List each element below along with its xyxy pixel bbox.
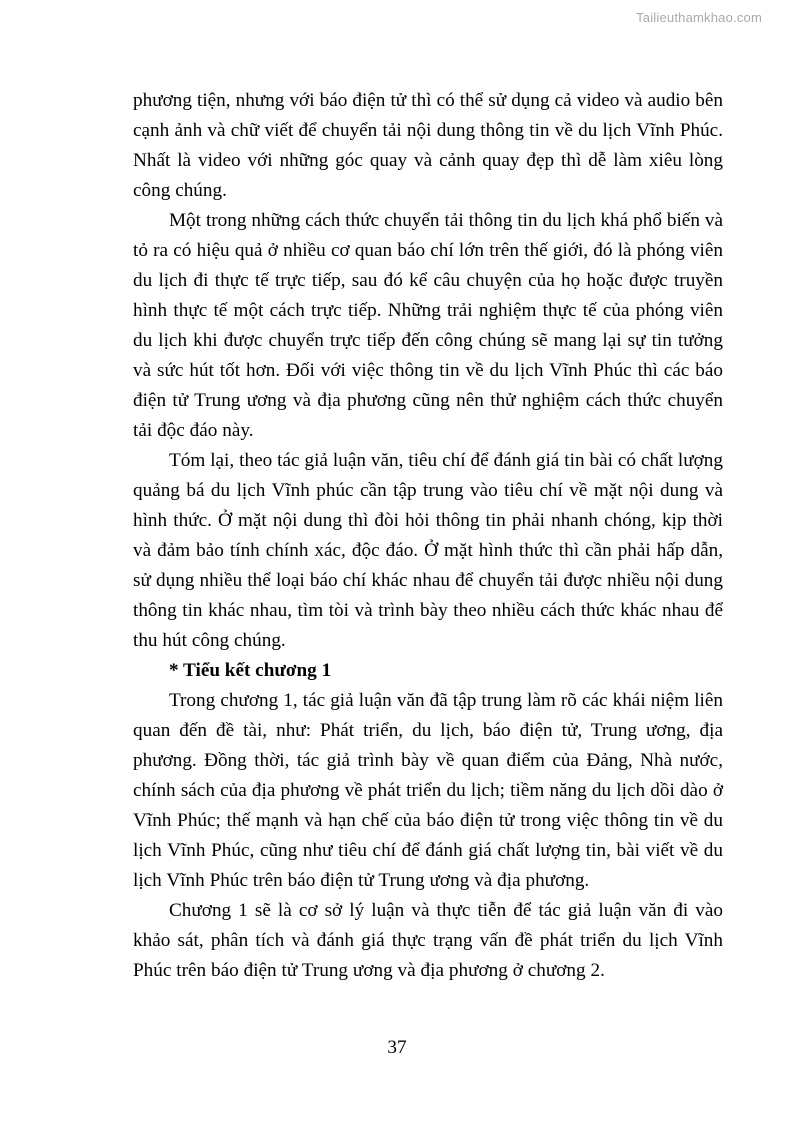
watermark-text: Tailieuthamkhao.com: [636, 10, 762, 25]
paragraph-chapter-one-overview: Trong chương 1, tác giả luận văn đã tập trung làm rõ các khái niệm liên quan đến đề tài, như: Phát triển, du lịch, báo điện tử, Trung ương, địa phương. Đồng thời, tác giả trình bày về quan điểm của Đảng, Nhà nước, chính sách của địa phương về phát triển du lịch; tiềm năng du lịch dồi dào ở Vĩnh Phúc; thế mạnh và hạn chế của báo điện tử trong việc thông tin về du lịch Vĩnh Phúc, cũng như tiêu chí để đánh giá chất lượng tin, bài viết về du lịch Vĩnh Phúc trên báo điện tử Trung ương và địa phương.: [133, 690, 723, 891]
paragraph-continuation: phương tiện, nhưng với báo điện tử thì có thể sử dụng cả video và audio bên cạnh ảnh và chữ viết để chuyển tải nội dung thông tin về du lịch Vĩnh Phúc. Nhất là video với những góc quay và cảnh quay đẹp thì dễ làm xiêu lòng công chúng.: [133, 90, 723, 201]
page-content-body: [133, 86, 723, 986]
section-heading-chapter-summary: * Tiểu kết chương 1: [169, 660, 332, 681]
page-number: 37: [387, 1037, 407, 1058]
paragraph-summary-criteria: Tóm lại, theo tác giả luận văn, tiêu chí để đánh giá tin bài có chất lượng quảng bá du lịch Vĩnh phúc cần tập trung vào tiêu chí về mặt nội dung và hình thức. Ở mặt nội dung thì đòi hỏi thông tin phải nhanh chóng, kịp thời và đảm bảo tính chính xác, độc đáo. Ở mặt hình thức thì cần phải hấp dẫn, sử dụng nhiều thể loại báo chí khác nhau để chuyển tải được nhiều nội dung thông tin khác nhau, tìm tòi và trình bày theo nhiều cách thức khác nhau để thu hút công chúng.: [133, 450, 723, 651]
paragraph-media-transmission: Một trong những cách thức chuyển tải thông tin du lịch khá phổ biến và tỏ ra có hiệu quả ở nhiều cơ quan báo chí lớn trên thế giới, đó là phóng viên du lịch đi thực tế trực tiếp, sau đó kể câu chuyện của họ hoặc được truyền hình thực tế một cách trực tiếp. Những trải nghiệm thực tế của phóng viên du lịch khi được chuyển trực tiếp đến công chúng sẽ mang lại sự tin tưởng và sức hút tốt hơn. Đối với việc thông tin về du lịch Vĩnh Phúc thì các báo điện tử Trung ương và địa phương cũng nên thử nghiệm cách thức chuyển tải độc đáo này.: [133, 210, 723, 441]
paragraph-chapter-two-lead: Chương 1 sẽ là cơ sở lý luận và thực tiễn để tác giả luận văn đi vào khảo sát, phân tích và đánh giá thực trạng vấn đề phát triển du lịch Vĩnh Phúc trên báo điện tử Trung ương và địa phương ở chương 2.: [133, 900, 723, 981]
